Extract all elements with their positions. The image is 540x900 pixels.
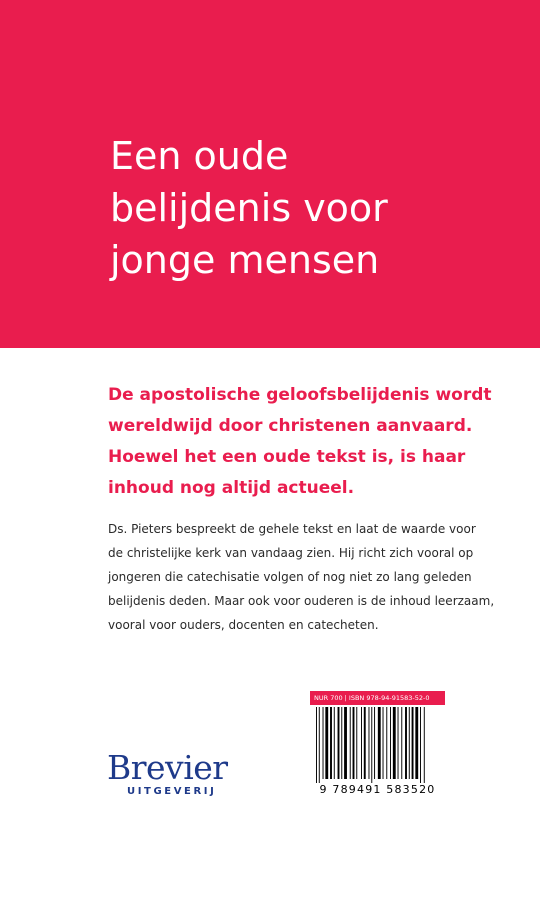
- barcode-icon: [312, 707, 443, 783]
- barcode-digits: 9 789491 583520: [319, 783, 436, 796]
- book-title-line: Een oude: [110, 134, 289, 178]
- description-line: belijdenis deden. Maar ook voor ouderen is de inhoud leerzaam,: [108, 594, 495, 608]
- description-line: jongeren die catechisatie volgen of nog niet zo lang geleden: [108, 570, 472, 584]
- publisher-name: Brevier: [107, 748, 228, 787]
- book-title: [110, 130, 510, 286]
- barcode-box: [310, 691, 445, 799]
- description-line: de christelijke kerk van vandaag zien. Hij richt zich vooral op: [108, 546, 474, 560]
- publisher-logo: [107, 750, 247, 798]
- lead-line: De apostolische geloofsbelijdenis wordt: [108, 385, 492, 405]
- book-title-line: belijdenis voor: [110, 186, 388, 230]
- lead-line: inhoud nog altijd actueel.: [108, 478, 355, 498]
- description-line: vooral voor ouders, docenten en catecheten.: [108, 618, 379, 632]
- description-line: Ds. Pieters bespreekt de gehele tekst en laat de waarde voor: [108, 522, 476, 536]
- lead-line: wereldwijd door christenen aanvaard.: [108, 416, 473, 436]
- lead-line: Hoewel het een oude tekst is, is haar: [108, 447, 466, 467]
- description-paragraph: [108, 517, 528, 637]
- book-title-line: jonge mensen: [110, 238, 380, 282]
- isbn-strip: NUR 700 | ISBN 978-94-91583-52-0: [310, 691, 445, 705]
- lead-paragraph: [108, 380, 528, 504]
- publisher-subtitle: UITGEVERIJ: [127, 786, 217, 797]
